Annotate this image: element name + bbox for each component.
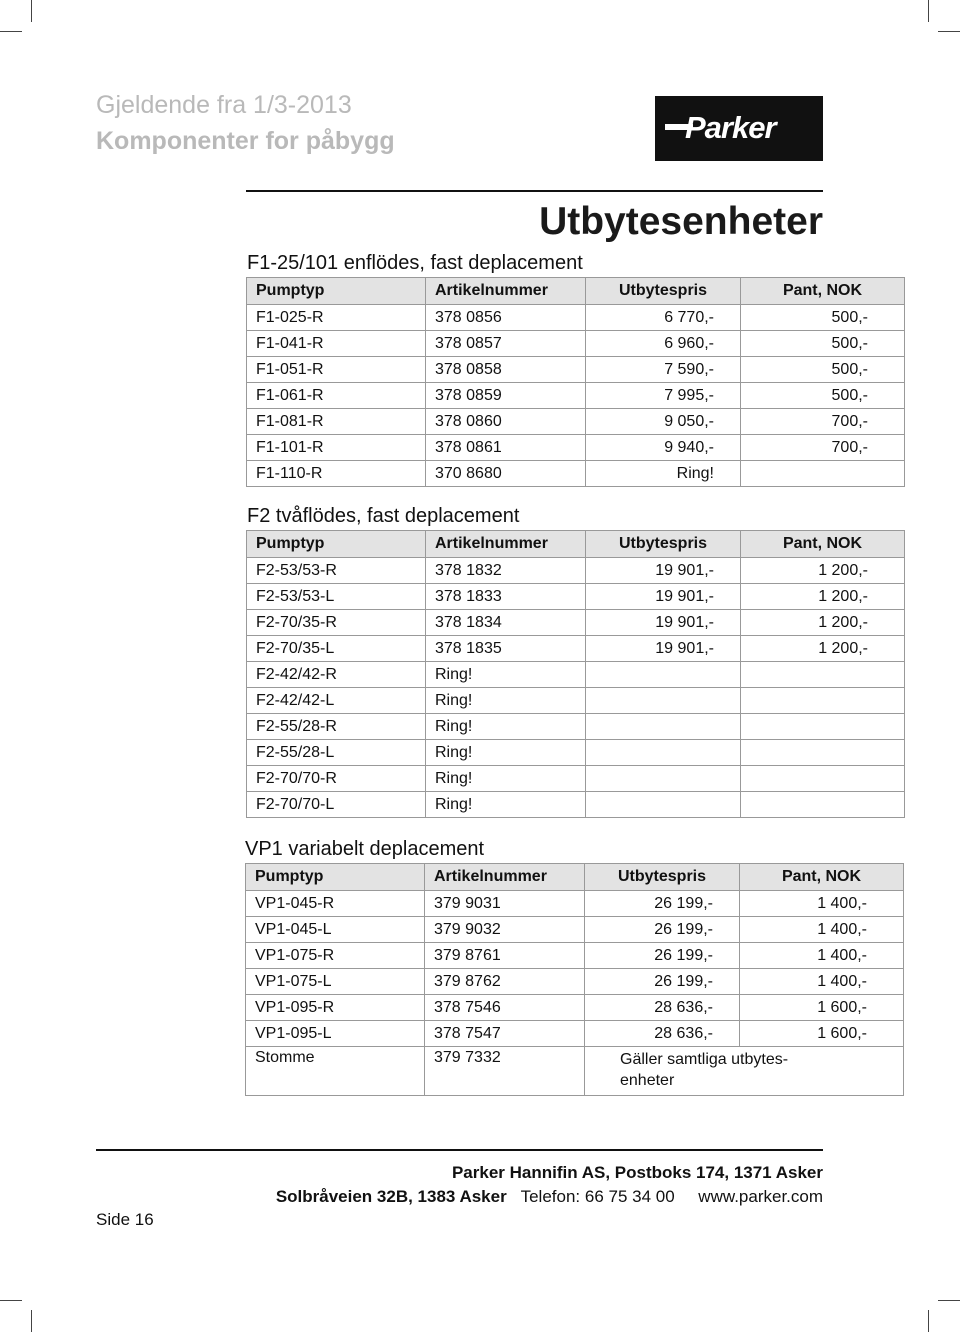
cell-utbytespris	[586, 766, 741, 792]
cell-utbytespris: 19 901,-	[586, 584, 741, 610]
cell-utbytespris: 7 590,-	[586, 357, 741, 383]
col-pant: Pant, NOK	[741, 531, 905, 558]
table-row-stomme	[246, 1047, 904, 1096]
cell-pant	[741, 792, 905, 818]
crop-mark	[31, 0, 32, 22]
cell-pant: 1 400,-	[740, 943, 904, 969]
cell-pant: 500,-	[741, 383, 905, 409]
table-row	[246, 917, 904, 943]
cell-pant: 700,-	[741, 435, 905, 461]
cell-artikelnummer: 378 0859	[426, 383, 586, 409]
cell-pumptyp: F1-025-R	[247, 305, 426, 331]
table-row	[246, 943, 904, 969]
crop-mark	[928, 1310, 929, 1332]
cell-utbytespris: 28 636,-	[585, 1021, 740, 1047]
cell-artikelnummer: 378 0861	[426, 435, 586, 461]
cell-pant: 1 200,-	[741, 610, 905, 636]
cell-pant	[741, 461, 905, 487]
cell-artikelnummer: 378 1835	[426, 636, 586, 662]
cell-pant	[741, 740, 905, 766]
table-row	[247, 610, 905, 636]
table-row	[246, 995, 904, 1021]
cell-artikelnummer: 379 8762	[425, 969, 585, 995]
col-artikelnummer: Artikelnummer	[425, 864, 585, 891]
cell-pant: 1 400,-	[740, 891, 904, 917]
cell-artikelnummer: 370 8680	[426, 461, 586, 487]
table-row	[247, 688, 905, 714]
cell-pant	[741, 714, 905, 740]
cell-pant	[741, 766, 905, 792]
cell-pumptyp: VP1-095-R	[246, 995, 425, 1021]
cell-artikelnummer: 379 9031	[425, 891, 585, 917]
cell-pumptyp: VP1-045-R	[246, 891, 425, 917]
cell-utbytespris	[586, 740, 741, 766]
cell-utbytespris: 26 199,-	[585, 943, 740, 969]
cell-artikelnummer: 378 1833	[426, 584, 586, 610]
cell-pumptyp: Stomme	[246, 1047, 425, 1096]
cell-pumptyp: F2-70/70-L	[247, 792, 426, 818]
table-f1	[246, 277, 905, 487]
table-vp1	[245, 863, 904, 1096]
cell-pumptyp: F2-53/53-R	[247, 558, 426, 584]
footer-contact	[276, 1187, 823, 1207]
cell-artikelnummer: 378 1834	[426, 610, 586, 636]
cell-artikelnummer: 378 0857	[426, 331, 586, 357]
cell-pumptyp: F1-041-R	[247, 331, 426, 357]
cell-pant	[741, 688, 905, 714]
crop-mark	[31, 1310, 32, 1332]
page-title: Utbytesenheter	[539, 200, 823, 243]
footer-rule	[96, 1149, 823, 1151]
table-row	[247, 409, 905, 435]
cell-utbytespris: Ring!	[586, 461, 741, 487]
cell-pumptyp: F2-70/35-L	[247, 636, 426, 662]
parker-logo	[655, 96, 823, 161]
cell-pumptyp: VP1-045-L	[246, 917, 425, 943]
cell-pant: 700,-	[741, 409, 905, 435]
footer-company: Parker Hannifin AS, Postboks 174, 1371 Asker	[451, 1163, 823, 1182]
crop-mark	[0, 1300, 22, 1301]
cell-pumptyp: F2-42/42-L	[247, 688, 426, 714]
table-row	[247, 305, 905, 331]
page-number: Side 16	[96, 1210, 154, 1229]
cell-artikelnummer: Ring!	[426, 688, 586, 714]
cell-pumptyp: F1-051-R	[247, 357, 426, 383]
cell-utbytespris: 19 901,-	[586, 558, 741, 584]
crop-mark	[938, 31, 960, 32]
cell-pumptyp: F1-081-R	[247, 409, 426, 435]
section-title-f1: F1-25/101 enflödes, fast deplacement	[247, 252, 583, 274]
cell-artikelnummer: Ring!	[426, 766, 586, 792]
cell-artikelnummer: 378 7547	[425, 1021, 585, 1047]
header-subtitle: Komponenter for påbygg	[96, 127, 395, 155]
crop-mark	[938, 1300, 960, 1301]
cell-artikelnummer: 379 7332	[425, 1047, 585, 1096]
cell-pumptyp: F2-70/35-R	[247, 610, 426, 636]
header-date: Gjeldende fra 1/3-2013	[96, 91, 352, 119]
table-row	[247, 740, 905, 766]
cell-pumptyp: F2-55/28-L	[247, 740, 426, 766]
table-row	[247, 662, 905, 688]
table-row	[246, 1021, 904, 1047]
cell-artikelnummer: 378 1832	[426, 558, 586, 584]
cell-pant: 1 400,-	[740, 969, 904, 995]
table-row	[247, 357, 905, 383]
section-title-f2: F2 tvåflödes, fast deplacement	[247, 505, 520, 527]
cell-artikelnummer: Ring!	[426, 740, 586, 766]
table-row	[247, 584, 905, 610]
cell-pant: 1 200,-	[741, 558, 905, 584]
cell-utbytespris: 9 940,-	[586, 435, 741, 461]
header-rule	[246, 190, 823, 192]
cell-pumptyp: F1-110-R	[247, 461, 426, 487]
cell-pumptyp: F2-55/28-R	[247, 714, 426, 740]
col-artikelnummer: Artikelnummer	[426, 531, 586, 558]
table-row	[247, 558, 905, 584]
cell-pumptyp: F2-53/53-L	[247, 584, 426, 610]
cell-utbytespris: 28 636,-	[585, 995, 740, 1021]
table-row	[247, 383, 905, 409]
cell-artikelnummer: 379 9032	[425, 917, 585, 943]
cell-artikelnummer: Ring!	[426, 714, 586, 740]
cell-pumptyp: VP1-095-L	[246, 1021, 425, 1047]
table-row	[247, 636, 905, 662]
cell-pant: 1 600,-	[740, 1021, 904, 1047]
cell-pant: 500,-	[741, 357, 905, 383]
logo-text: Parker	[685, 110, 776, 145]
cell-pant: 500,-	[741, 331, 905, 357]
cell-pumptyp: VP1-075-R	[246, 943, 425, 969]
cell-utbytespris	[586, 714, 741, 740]
table-row	[247, 714, 905, 740]
footer-address: Solbråveien 32B, 1383 Asker	[275, 1187, 507, 1206]
table-header-row	[247, 531, 905, 558]
cell-utbytespris: 19 901,-	[586, 610, 741, 636]
section-title-vp1: VP1 variabelt deplacement	[245, 838, 485, 860]
table-row	[247, 331, 905, 357]
col-utbytespris: Utbytespris	[585, 864, 740, 891]
footer-web[interactable]: www.parker.com	[698, 1187, 823, 1206]
col-utbytespris: Utbytespris	[586, 531, 741, 558]
cell-artikelnummer: 378 7546	[425, 995, 585, 1021]
cell-note	[585, 1047, 904, 1096]
table-row	[247, 792, 905, 818]
table-row	[246, 891, 904, 917]
cell-utbytespris: 26 199,-	[585, 969, 740, 995]
cell-pumptyp: VP1-075-L	[246, 969, 425, 995]
table-row	[247, 461, 905, 487]
cell-pant	[741, 662, 905, 688]
col-pumptyp: Pumptyp	[247, 278, 426, 305]
cell-artikelnummer: Ring!	[426, 792, 586, 818]
table-header-row	[246, 864, 904, 891]
cell-utbytespris: 26 199,-	[585, 917, 740, 943]
cell-utbytespris	[586, 792, 741, 818]
cell-pant: 1 600,-	[740, 995, 904, 1021]
crop-mark	[0, 31, 22, 32]
cell-pant: 1 200,-	[741, 636, 905, 662]
cell-utbytespris	[586, 688, 741, 714]
table-f2	[246, 530, 905, 818]
col-pant: Pant, NOK	[740, 864, 904, 891]
table-row	[247, 766, 905, 792]
note-text: Gäller samtliga utbytes- enheter	[620, 1051, 789, 1089]
cell-utbytespris: 19 901,-	[586, 636, 741, 662]
table-row	[247, 435, 905, 461]
cell-utbytespris	[586, 662, 741, 688]
cell-artikelnummer: 378 0856	[426, 305, 586, 331]
cell-artikelnummer: 378 0860	[426, 409, 586, 435]
table-header-row	[247, 278, 905, 305]
cell-artikelnummer: 378 0858	[426, 357, 586, 383]
col-utbytespris: Utbytespris	[586, 278, 741, 305]
cell-utbytespris: 9 050,-	[586, 409, 741, 435]
footer-phone: Telefon: 66 75 34 00	[520, 1187, 675, 1206]
col-pumptyp: Pumptyp	[247, 531, 426, 558]
cell-pumptyp: F1-061-R	[247, 383, 426, 409]
cell-utbytespris: 7 995,-	[586, 383, 741, 409]
cell-pant: 500,-	[741, 305, 905, 331]
cell-utbytespris: 6 960,-	[586, 331, 741, 357]
cell-pumptyp: F2-42/42-R	[247, 662, 426, 688]
cell-pant: 1 400,-	[740, 917, 904, 943]
cell-pant: 1 200,-	[741, 584, 905, 610]
col-artikelnummer: Artikelnummer	[426, 278, 586, 305]
cell-utbytespris: 6 770,-	[586, 305, 741, 331]
cell-artikelnummer: Ring!	[426, 662, 586, 688]
crop-mark	[928, 0, 929, 22]
cell-utbytespris: 26 199,-	[585, 891, 740, 917]
table-row	[246, 969, 904, 995]
cell-pumptyp: F1-101-R	[247, 435, 426, 461]
cell-artikelnummer: 379 8761	[425, 943, 585, 969]
col-pant: Pant, NOK	[741, 278, 905, 305]
cell-pumptyp: F2-70/70-R	[247, 766, 426, 792]
col-pumptyp: Pumptyp	[246, 864, 425, 891]
